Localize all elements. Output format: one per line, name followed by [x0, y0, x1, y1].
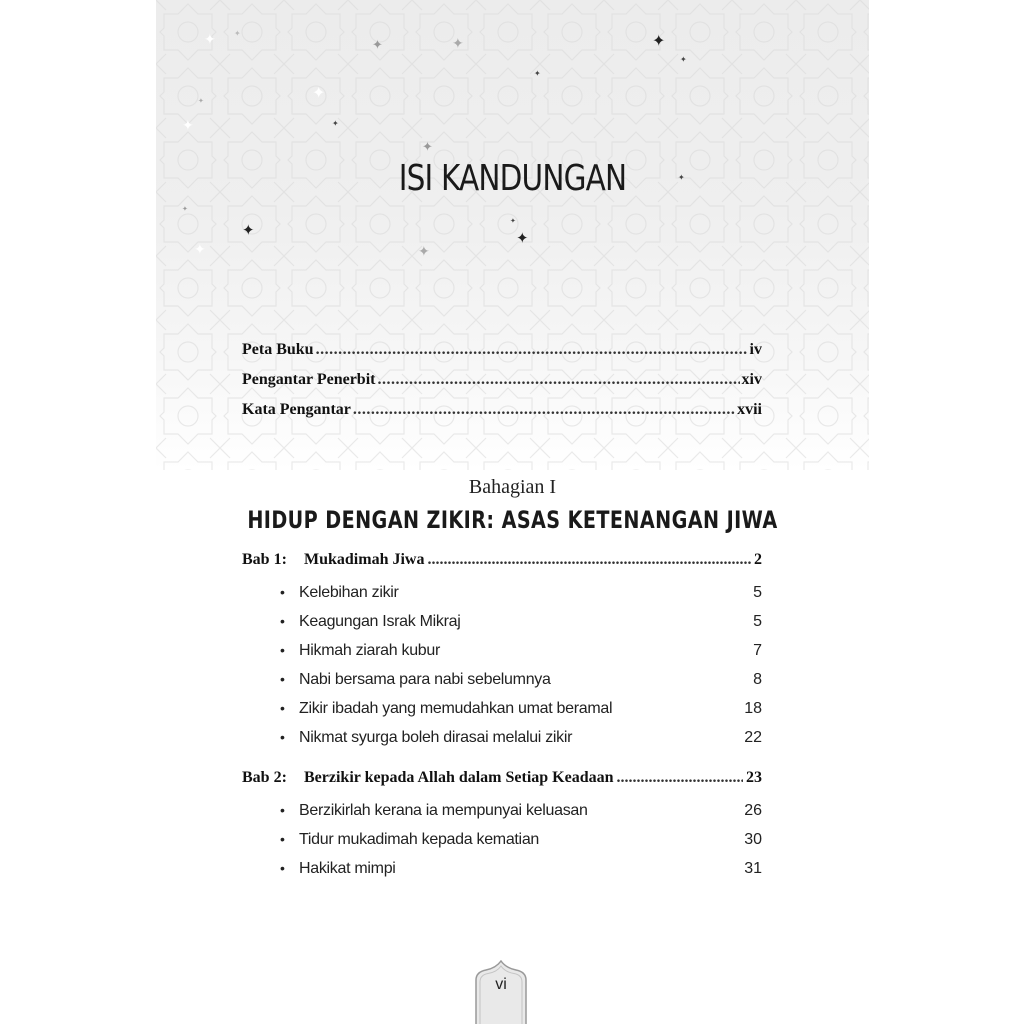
bullet-icon: •: [280, 700, 285, 716]
bullet-icon: •: [280, 860, 285, 876]
section-page-number: 5: [753, 584, 762, 601]
section-page-number: 31: [744, 860, 762, 877]
dot-leader: [316, 341, 748, 359]
bullet-icon: •: [280, 729, 285, 745]
chapter-title: Berzikir kepada Allah dalam Setiap Keadaan: [304, 769, 614, 786]
sparkle-icon: ✦: [312, 85, 326, 102]
section-entry[interactable]: [280, 642, 762, 666]
sparkle-icon: ✦: [204, 33, 216, 48]
sparkle-icon: ✦: [234, 29, 241, 38]
sparkle-icon: ✦: [372, 37, 383, 52]
section-entry[interactable]: [280, 671, 762, 695]
toc-front-item[interactable]: [242, 341, 762, 365]
toc-front-item[interactable]: [242, 401, 762, 425]
sparkle-icon: ✦: [418, 245, 430, 260]
section-title: Berzikirlah kerana ia mempunyai keluasan: [299, 802, 588, 819]
section-title: Zikir ibadah yang memudahkan umat beramal: [299, 700, 613, 717]
sparkle-icon: ✦: [182, 205, 188, 213]
sparkle-icon: ✦: [198, 97, 204, 105]
section-title: Nikmat syurga boleh dirasai melalui zikir: [299, 729, 573, 746]
section-page-number: 18: [744, 700, 762, 717]
section-page-number: 8: [753, 671, 762, 688]
toc-page-number: iv: [749, 341, 762, 358]
chapter-number: Bab 1:: [242, 551, 287, 568]
toc-page-number: xiv: [741, 371, 762, 388]
dot-leader: [353, 401, 735, 419]
section-entry[interactable]: [280, 613, 762, 637]
dot-leader: [427, 551, 751, 569]
chapter-page-number: 2: [754, 551, 762, 568]
sparkle-icon: ✦: [516, 231, 529, 247]
sparkle-icon: ✦: [452, 37, 464, 52]
section-page-number: 30: [744, 831, 762, 848]
bullet-icon: •: [280, 584, 285, 600]
section-entry[interactable]: [280, 802, 762, 826]
section-entry[interactable]: [280, 860, 762, 884]
section-entry[interactable]: [280, 729, 762, 753]
section-page-number: 5: [753, 613, 762, 630]
sparkle-icon: ✦: [678, 173, 685, 182]
toc-item-label: Peta Buku: [242, 341, 314, 358]
dot-leader: [617, 769, 743, 787]
sparkle-icon: ✦: [332, 119, 339, 128]
sparkle-icon: ✦: [182, 119, 194, 134]
toc-item-label: Pengantar Penerbit: [242, 371, 376, 388]
section-title: Keagungan Israk Mikraj: [299, 613, 461, 630]
page-number: vi: [495, 976, 507, 993]
section-page-number: 22: [744, 729, 762, 746]
part-label: Bahagian I: [468, 476, 557, 498]
section-title: Kelebihan zikir: [299, 584, 399, 601]
chapter-entry[interactable]: [242, 769, 762, 793]
sparkle-icon: ✦: [680, 55, 687, 64]
sparkle-icon: ✦: [652, 33, 666, 50]
part-title: HIDUP DENGAN ZIKIR: ASAS KETENANGAN JIWA: [247, 506, 778, 534]
toc-item-label: Kata Pengantar: [242, 401, 351, 418]
section-title: Hakikat mimpi: [299, 860, 396, 877]
sparkle-icon: ✦: [534, 69, 541, 78]
chapter-entry[interactable]: [242, 551, 762, 575]
chapter-page-number: 23: [746, 769, 762, 786]
section-title: Hikmah ziarah kubur: [299, 642, 441, 659]
toc-front-item[interactable]: [242, 371, 762, 395]
chapter-title: Mukadimah Jiwa: [304, 551, 425, 568]
book-page: [156, 0, 869, 1024]
section-title: Tidur mukadimah kepada kematian: [299, 831, 540, 848]
sparkle-icon: ✦: [510, 217, 516, 225]
section-entry[interactable]: [280, 584, 762, 608]
chapter-number: Bab 2:: [242, 769, 287, 786]
sparkle-icon: ✦: [242, 223, 255, 239]
section-page-number: 26: [744, 802, 762, 819]
section-title: Nabi bersama para nabi sebelumnya: [299, 671, 551, 688]
bullet-icon: •: [280, 831, 285, 847]
bullet-icon: •: [280, 671, 285, 687]
decorative-header: [156, 0, 869, 470]
page-title: ISI KANDUNGAN: [398, 158, 627, 199]
toc-page-number: xvii: [737, 401, 762, 418]
section-page-number: 7: [753, 642, 762, 659]
bullet-icon: •: [280, 802, 285, 818]
dot-leader: [377, 371, 739, 389]
bullet-icon: •: [280, 613, 285, 629]
section-entry[interactable]: [280, 700, 762, 724]
section-entry[interactable]: [280, 831, 762, 855]
bullet-icon: •: [280, 642, 285, 658]
sparkle-icon: ✦: [422, 139, 433, 154]
sparkle-icon: ✦: [194, 243, 206, 258]
geometric-pattern: [156, 0, 869, 470]
